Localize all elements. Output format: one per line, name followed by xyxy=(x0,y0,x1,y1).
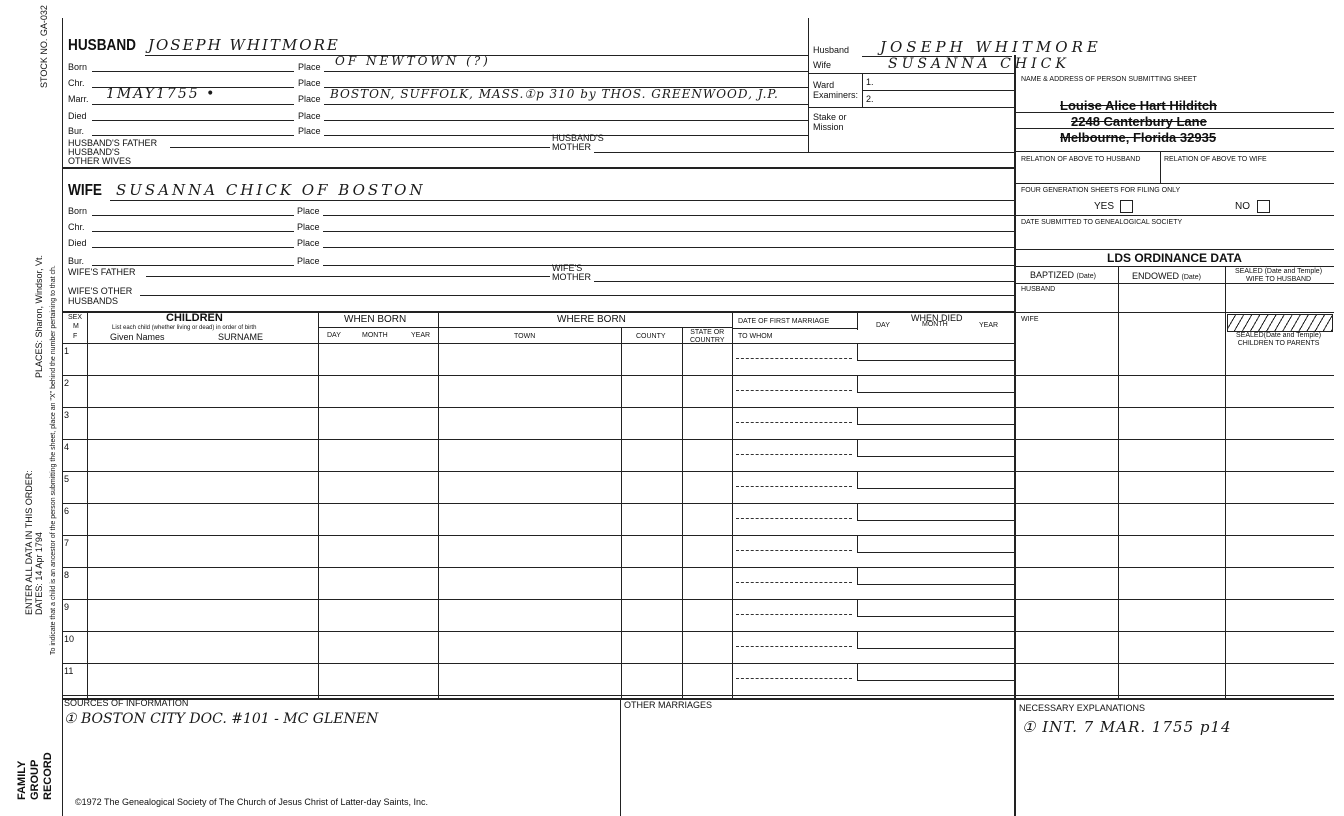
died-month-header: MONTH xyxy=(922,321,948,328)
baptized-header: BAPTIZED (Date) xyxy=(1030,270,1096,280)
died-bracket xyxy=(857,600,858,616)
row-line xyxy=(62,471,1334,472)
died-bracket xyxy=(857,632,858,648)
submitter-line-3: Melbourne, Florida 32935 xyxy=(1060,130,1217,145)
marriage-dash-line xyxy=(736,422,852,423)
born-year-header: YEAR xyxy=(411,332,431,339)
yes-label: YES xyxy=(1094,201,1115,212)
husband-marr-place[interactable]: BOSTON, SUFFOLK, MASS.①p 310 by THOS. GREENWOOD, J.P. xyxy=(330,87,779,101)
children-header: CHILDREN xyxy=(166,312,223,324)
copyright: ©1972 The Genealogical Society of The Church of Jesus Christ of Latter-day Saints, Inc. xyxy=(75,797,428,807)
row-line xyxy=(62,663,1334,664)
wife-born-label: Born xyxy=(68,206,88,216)
sealed-children-header: SEALED(Date and Temple) CHILDREN TO PARENTS xyxy=(1236,332,1322,347)
lds-husband-label: HUSBAND xyxy=(1021,286,1056,293)
stake-mission-label: Stake or Mission xyxy=(813,112,847,132)
marriage-dash-line xyxy=(736,486,852,487)
sources-label: SOURCES OF INFORMATION xyxy=(64,698,189,708)
row-number: 11 xyxy=(64,666,74,676)
wife-died-place-label: Place xyxy=(297,238,320,248)
marriage-dash-line xyxy=(736,454,852,455)
form-title-family: FAMILY xyxy=(16,760,28,800)
where-born-header: WHERE BORN xyxy=(557,314,626,325)
other-marriages-label: OTHER MARRIAGES xyxy=(624,700,713,710)
to-whom-header: TO WHOM xyxy=(738,333,773,340)
wife-bur-place-label: Place xyxy=(297,256,320,266)
husband-marr-place-label: Place xyxy=(298,94,321,104)
husband-chr-place-label: Place xyxy=(298,78,321,88)
no-checkbox[interactable] xyxy=(1257,200,1270,213)
row-number: 5 xyxy=(64,474,70,484)
surname-header: SURNAME xyxy=(218,332,264,342)
row-line xyxy=(62,375,1334,376)
husband-died-place-label: Place xyxy=(298,111,321,121)
ward-label: Ward xyxy=(813,80,835,90)
row-number: 1 xyxy=(64,346,70,356)
explanations-label: NECESSARY EXPLANATIONS xyxy=(1019,703,1146,713)
first-marriage-header: DATE OF FIRST MARRIAGE xyxy=(738,318,830,325)
row-number: 7 xyxy=(64,538,70,548)
wife-mother-label: WIFE'S MOTHER xyxy=(552,263,591,282)
when-died-header: WHEN DIED xyxy=(911,313,963,323)
husband-marr-date[interactable]: 1MAY1755 • xyxy=(106,86,217,102)
county-header: COUNTY xyxy=(636,333,666,340)
sex-header: SEX xyxy=(68,314,83,321)
died-year-header: YEAR xyxy=(979,322,999,329)
examiners-label: Examiners: xyxy=(813,90,859,100)
husband-other-wives-label: HUSBAND'S OTHER WIVES xyxy=(68,147,132,166)
left-border xyxy=(62,18,63,816)
summary-husband-label: Husband xyxy=(813,45,850,55)
enter-data-note: ENTER ALL DATA IN THIS ORDER: xyxy=(24,470,34,615)
submitter-label: NAME & ADDRESS OF PERSON SUBMITTING SHEET xyxy=(1021,76,1197,83)
wife-died-label: Died xyxy=(68,238,87,248)
died-bracket xyxy=(857,504,858,520)
marriage-dash-line xyxy=(736,614,852,615)
died-line xyxy=(857,680,1014,681)
died-line xyxy=(857,488,1014,489)
four-gen-label: FOUR GENERATION SHEETS FOR FILING ONLY xyxy=(1021,187,1181,194)
submitter-line-1: Louise Alice Hart Hilditch xyxy=(1060,98,1217,113)
died-bracket xyxy=(857,664,858,680)
wife-bur-label: Bur. xyxy=(68,256,85,266)
wife-name[interactable]: SUSANNA CHICK OF BOSTON xyxy=(116,181,426,199)
submitter-line-2: 2248 Canterbury Lane xyxy=(1071,114,1207,129)
husband-born-label: Born xyxy=(68,62,88,72)
row-line xyxy=(62,599,1334,600)
husband-name[interactable]: JOSEPH WHITMORE xyxy=(148,36,340,54)
died-bracket xyxy=(857,376,858,392)
marriage-dash-line xyxy=(736,358,852,359)
husband-chr-label: Chr. xyxy=(68,78,85,88)
died-line xyxy=(857,520,1014,521)
form-title-group: GROUP xyxy=(29,759,41,800)
died-bracket xyxy=(857,472,858,488)
places-note: PLACES: Sharon, Windsor, Vt. xyxy=(34,254,44,378)
sealed-hatched-box xyxy=(1227,314,1333,332)
row-line xyxy=(62,503,1334,504)
died-line xyxy=(857,552,1014,553)
marriage-dash-line xyxy=(736,646,852,647)
husband-marr-label: Marr. xyxy=(68,94,89,104)
marriage-dash-line xyxy=(736,678,852,679)
row-number: 2 xyxy=(64,378,70,388)
died-line xyxy=(857,456,1014,457)
sex-m: M xyxy=(73,323,79,330)
born-month-header: MONTH xyxy=(362,332,388,339)
row-line xyxy=(62,439,1334,440)
died-bracket xyxy=(857,408,858,424)
row-line xyxy=(62,695,1334,696)
row-number: 9 xyxy=(64,602,70,612)
form-title-record: RECORD xyxy=(42,752,54,800)
marriage-dash-line xyxy=(736,390,852,391)
died-line xyxy=(857,392,1014,393)
husband-born-place[interactable]: OF NEWTOWN (?) xyxy=(335,54,491,68)
no-label: NO xyxy=(1235,201,1250,212)
husband-father-label: HUSBAND'S FATHER xyxy=(68,138,158,148)
row-number: 8 xyxy=(64,570,70,580)
died-line xyxy=(857,648,1014,649)
lds-title: LDS ORDINANCE DATA xyxy=(1107,251,1242,265)
explanations-text[interactable]: ① INT. 7 MAR. 1755 p14 xyxy=(1022,718,1232,736)
wife-heading: WIFE xyxy=(68,182,102,199)
given-names-header: Given Names xyxy=(110,332,165,342)
died-day-header: DAY xyxy=(876,322,890,329)
sealed-wife-header: SEALED (Date and Temple) WIFE TO HUSBAND xyxy=(1235,268,1323,283)
row-line xyxy=(62,407,1334,408)
row-number: 4 xyxy=(64,442,70,452)
relation-wife-label: RELATION OF ABOVE TO WIFE xyxy=(1164,156,1267,163)
row-number: 3 xyxy=(64,410,70,420)
endowed-header: ENDOWED (Date) xyxy=(1132,271,1201,281)
date-submitted-label: DATE SUBMITTED TO GENEALOGICAL SOCIETY xyxy=(1021,219,1183,226)
relation-husband-label: RELATION OF ABOVE TO HUSBAND xyxy=(1021,156,1141,163)
right-panel-border xyxy=(1014,55,1016,816)
town-header: TOWN xyxy=(514,333,536,340)
summary-husband-name[interactable]: JOSEPH WHITMORE xyxy=(880,38,1102,56)
summary-wife-label: Wife xyxy=(813,60,831,70)
died-bracket xyxy=(857,440,858,456)
wife-other-husbands-label: WIFE'S OTHER HUSBANDS xyxy=(68,286,133,306)
marriage-dash-line xyxy=(736,582,852,583)
dates-note: DATES: 14 Apr 1794 xyxy=(34,532,44,615)
died-bracket xyxy=(857,344,858,360)
marriage-dash-line xyxy=(736,550,852,551)
husband-bur-place-label: Place xyxy=(298,126,321,136)
marriage-dash-line xyxy=(736,518,852,519)
died-line xyxy=(857,616,1014,617)
state-country-header: STATE OR COUNTRY xyxy=(690,329,725,344)
husband-bur-label: Bur. xyxy=(68,126,85,136)
died-line xyxy=(857,360,1014,361)
husband-mother-label: HUSBAND'S MOTHER xyxy=(552,133,604,152)
born-day-header: DAY xyxy=(327,332,341,339)
examiner-2: 2. xyxy=(866,94,874,104)
when-born-header: WHEN BORN xyxy=(344,314,407,325)
wife-father-label: WIFE'S FATHER xyxy=(68,267,136,277)
summary-wife-name[interactable]: SUSANNA CHICK xyxy=(888,56,1070,72)
husband-heading: HUSBAND xyxy=(68,37,136,54)
sources-text[interactable]: ① BOSTON CITY DOC. #101 - MC GLENEN xyxy=(64,711,379,727)
wife-chr-label: Chr. xyxy=(68,222,85,232)
wife-born-place-label: Place xyxy=(297,206,320,216)
ancestor-instruction: To indicate that a child is an ancestor of the person submitting the sheet, place an "X" behind the number pertaining to that ch. xyxy=(50,265,57,655)
lds-wife-label: WIFE xyxy=(1021,316,1039,323)
died-bracket xyxy=(857,568,858,584)
row-number: 10 xyxy=(64,634,75,644)
yes-checkbox[interactable] xyxy=(1120,200,1133,213)
husband-born-place-label: Place xyxy=(298,62,321,72)
stock-number: STOCK NO. GA-032 xyxy=(39,5,49,88)
row-number: 6 xyxy=(64,506,70,516)
died-bracket xyxy=(857,536,858,552)
examiner-1: 1. xyxy=(866,77,874,87)
husband-died-label: Died xyxy=(68,111,87,121)
row-line xyxy=(62,535,1334,536)
wife-chr-place-label: Place xyxy=(297,222,320,232)
row-line xyxy=(62,567,1334,568)
died-line xyxy=(857,424,1014,425)
children-note: List each child (whether living or dead) in order of birth xyxy=(112,325,257,331)
row-line xyxy=(62,631,1334,632)
sex-f: F xyxy=(73,333,78,340)
died-line xyxy=(857,584,1014,585)
